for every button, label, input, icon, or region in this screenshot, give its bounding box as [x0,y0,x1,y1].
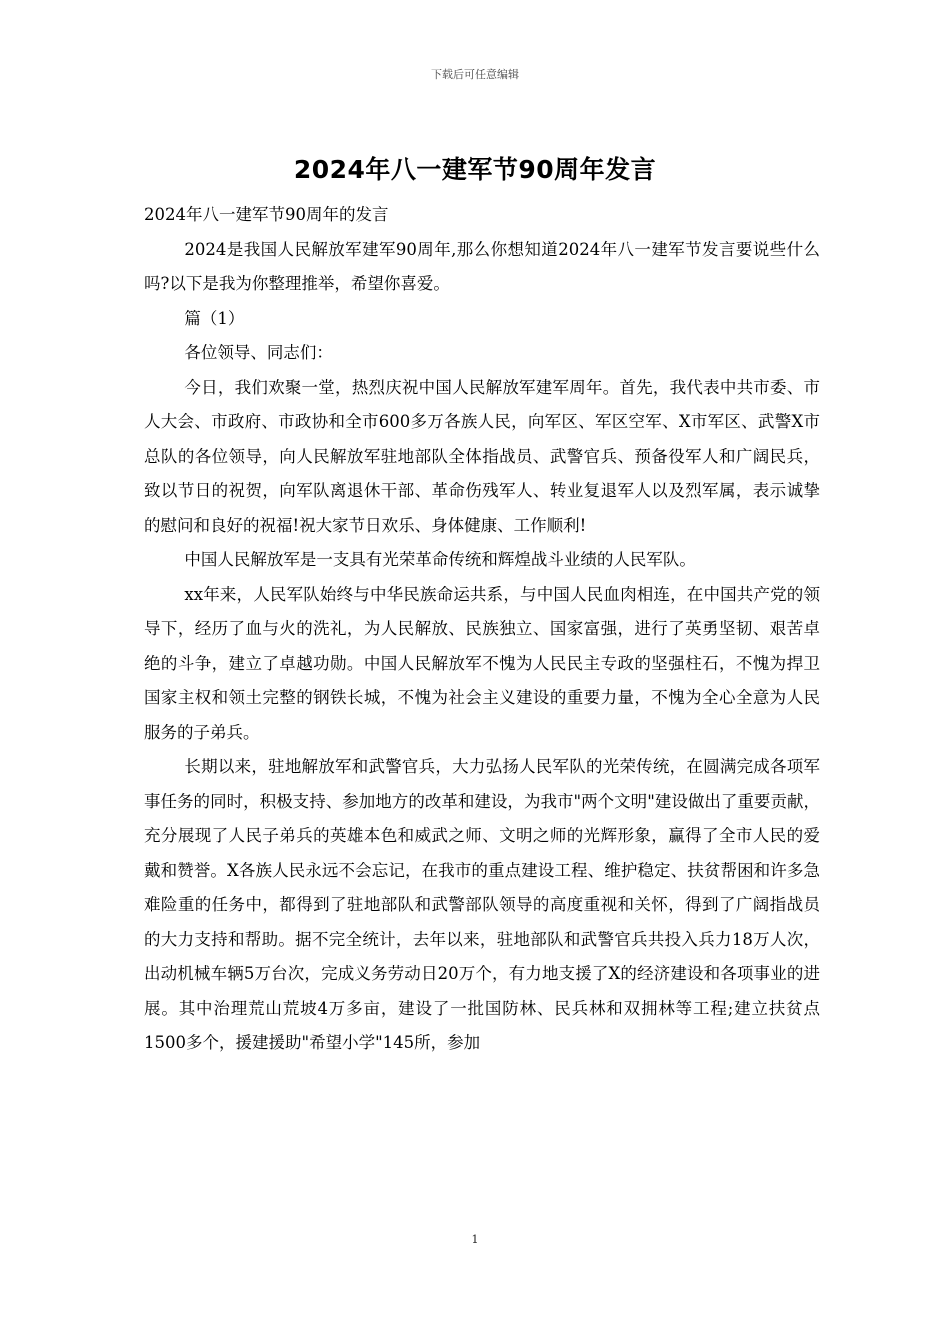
page-number: 1 [471,1233,479,1246]
section-heading: 篇（1） [184,308,245,328]
intro-paragraph: 2024是我国人民解放军建军90周年,那么你想知道2024年八一建军节发言要说些什么吗?以下是我为你整理推举，希望你喜爱。 [144,239,820,293]
header-note: 下载后可任意编辑 [431,68,519,81]
body-paragraph: xx年来，人民军队始终与中华民族命运共系，与中国人民血肉相连，在中国共产党的领导下，经历了血与火的洗礼，为人民解放、民族独立、国家富强，进行了英勇坚韧、艰苦卓绝的斗争，建立了卓越功勋。中国人民解放军不愧为人民民主专政的坚强柱石，不愧为捍卫国家主权和领土完整的钢铁长城，不愧为社会主义建设的重要力量，不愧为全心全意为人民服务的子弟兵。 [144,584,820,742]
salutation-paragraph: 各位领导、同志们： [184,343,333,362]
document-body [144,198,820,1061]
body-paragraph: 今日，我们欢聚一堂，热烈庆祝中国人民解放军建军周年。首先，我代表中共市委、市人大会、市政府、市政协和全市600多万各族人民，向军区、军区空军、X市军区、武警X市总队的各位领导，向人民解放军驻地部队全体指战员、武警官兵、预备役军人和广阔民兵，致以节日的祝贺，向军队离退休干部、革命伤残军人、转业复退军人以及烈军属，表示诚挚的慰问和良好的祝福!祝大家节日欢乐、身体健康、工作顺利! [144,377,820,535]
body-paragraph: 长期以来，驻地解放军和武警官兵，大力弘扬人民军队的光荣传统，在圆满完成各项军事任务的同时，积极支持、参加地方的改革和建设，为我市"两个文明"建设做出了重要贡献，充分展现了人民子弟兵的英雄本色和威武之师、文明之师的光辉形象，赢得了全市人民的爱戴和赞誉。X各族人民永远不会忘记，在我市的重点建设工程、维护稳定、扶贫帮困和许多急难险重的任务中，都得到了驻地部队和武警部队领导的高度重视和关怀，得到了广阔指战员的大力支持和帮助。据不完全统计，去年以来，驻地部队和武警官兵共投入兵力18万人次，出动机械车辆5万台次，完成义务劳动日20万个，有力地支援了X的经济建设和各项事业的进展。其中治理荒山荒坡4万多亩，建设了一批国防林、民兵林和双拥林等工程;建立扶贫点1500多个，援建援助"希望小学"145所，参加 [144,757,820,1052]
subtitle-paragraph: 2024年八一建军节90周年的发言 [144,205,389,224]
body-paragraph: 中国人民解放军是一支具有光荣革命传统和辉煌战斗业绩的人民军队。 [184,550,696,569]
document-title: 2024年八一建军节90周年发言 [293,155,657,184]
